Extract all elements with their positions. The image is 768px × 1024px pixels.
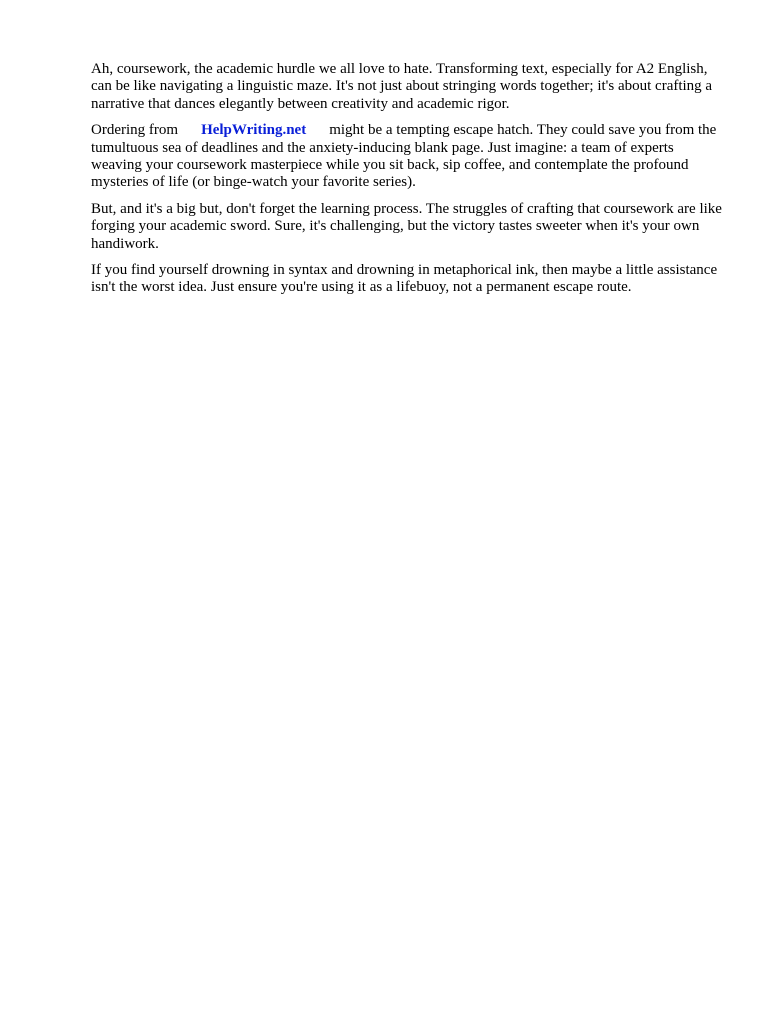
document-page	[91, 61, 723, 306]
paragraph-intro: Ah, coursework, the academic hurdle we all love to hate. Transforming text, especially for A2 English, can be like navigating a linguistic maze. It's not just about stringing words together; it's about crafting a narrative that dances elegantly between creativity and academic rigor.	[91, 61, 713, 112]
paragraph-ordering-lead: Ordering from	[91, 122, 179, 139]
paragraph-learning: But, and it's a big but, don't forget the learning process. The struggles of crafting that coursework are like forging your academic sword. Sure, it's challenging, but the victory tastes sweeter when it's your own handiwork.	[91, 200, 722, 252]
paragraph-ordering-rest: might be a tempting escape hatch. They could save you from the tumultuous sea of deadlines and the anxiety-inducing blank page. Just imagine: a team of experts weaving your coursework masterpiece while you sit back, sip coffee, and contemplate the profound mysteries of life (or binge-watch your favorite series).	[91, 122, 717, 191]
paragraph-ordering	[91, 122, 723, 192]
paragraph-assistance: If you find yourself drowning in syntax and drowning in metaphorical ink, then maybe a little assistance isn't the worst idea. Just ensure you're using it as a lifebuoy, not a permanent escape route.	[91, 262, 718, 296]
helpwriting-link[interactable]: HelpWriting.net	[201, 122, 307, 139]
